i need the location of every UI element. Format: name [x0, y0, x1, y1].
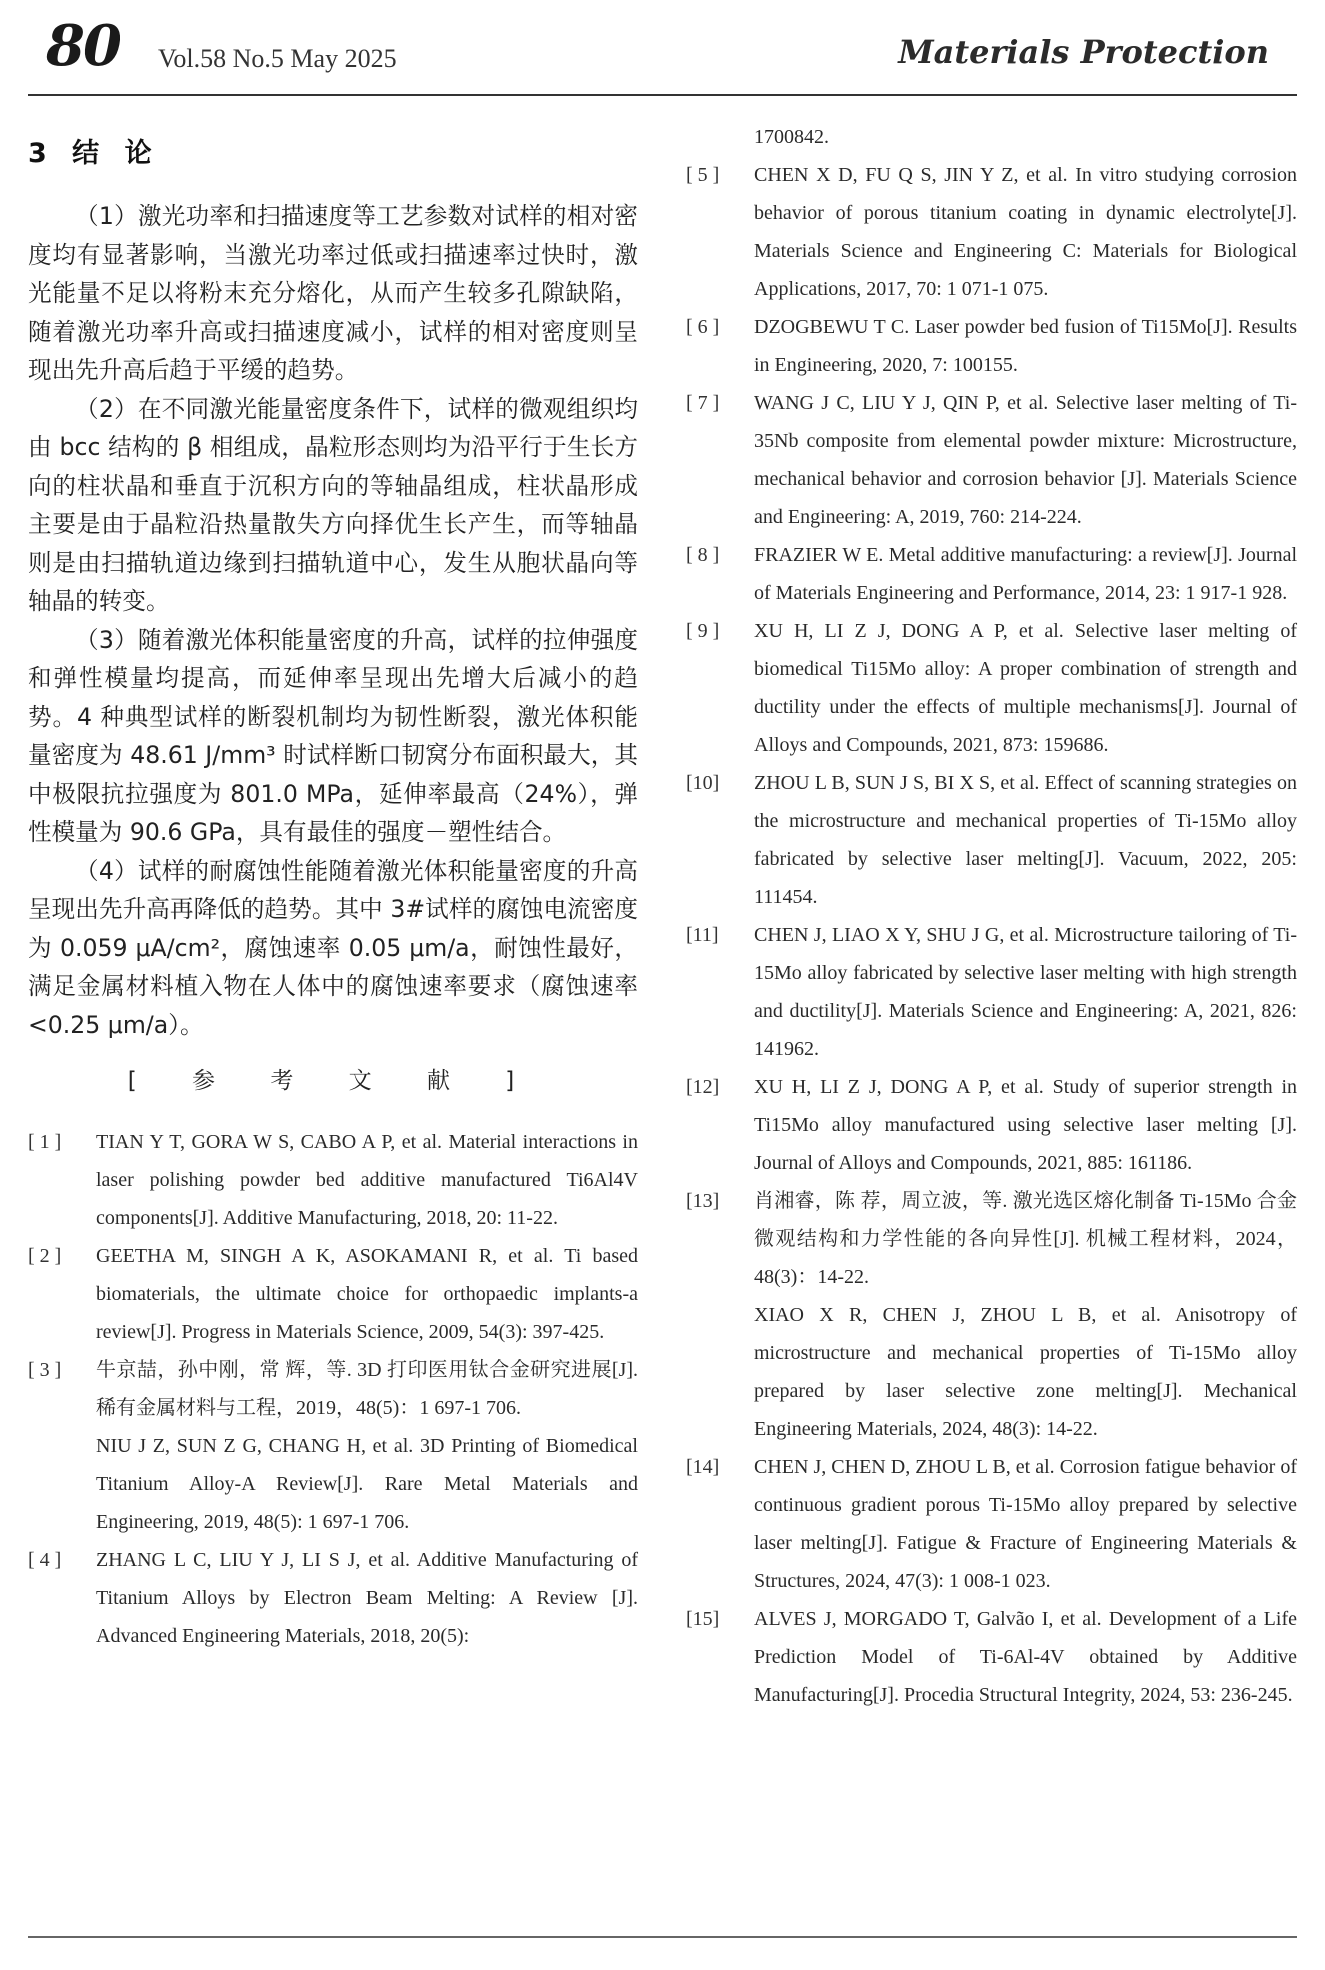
reference-text: WANG J C, LIU Y J, QIN P, et al. Selective laser melting of Ti-35Nb composite from elemental powder mixture: Microstructure, mechanical behavior and corrosion behavior [J]. Materials Science and Engineering: A, 2019, 760: 214-224. — [754, 392, 1297, 528]
reference-item — [28, 1123, 638, 1237]
reference-number: [ 6 ] — [686, 316, 720, 338]
reference-item — [686, 1182, 1297, 1448]
reference-text: CHEN J, LIAO X Y, SHU J G, et al. Microstructure tailoring of Ti-15Mo alloy fabricated by selective laser melting with high strength and ductility[J]. Materials Science and Engineering: A, 2021, 826: 141962. — [754, 924, 1297, 1060]
reference-text: ALVES J, MORGADO T, Galvão I, et al. Development of a Life Prediction Model of Ti-6Al-4V obtained by Additive Manufacturing[J]. Procedia Structural Integrity, 2024, 53: 236-245. — [754, 1608, 1297, 1706]
reference-translation: NIU J Z, SUN Z G, CHANG H, et al. 3D Printing of Biomedical Titanium Alloy-A Review[J]. Rare Metal Materials and Engineering, 2019, 48(5): 1 697-1 706. — [96, 1435, 638, 1533]
reference-number: [12] — [686, 1076, 720, 1098]
reference-text: XU H, LI Z J, DONG A P, et al. Study of superior strength in Ti15Mo alloy manufactured using selective laser melting [J]. Journal of Alloys and Compounds, 2021, 885: 161186. — [754, 1076, 1297, 1174]
reference-item — [28, 1351, 638, 1541]
reference-number: [ 3 ] — [28, 1359, 62, 1381]
reference-number: [10] — [686, 772, 720, 794]
reference-item — [686, 308, 1297, 384]
conclusion-paragraph: （4）试样的耐腐蚀性能随着激光体积能量密度的升高呈现出先升高再降低的趋势。其中 3#试样的腐蚀电流密度为 0.059 μA/cm²，腐蚀速率 0.05 μm/a，耐蚀性最好，满足金属材料植入物在人体中的腐蚀速率要求（腐蚀速率<0.25 μm/a）。 — [28, 856, 638, 1039]
reference-item — [686, 536, 1297, 612]
reference-number: [ 8 ] — [686, 544, 720, 566]
reference-number: [15] — [686, 1608, 720, 1630]
reference-item — [686, 764, 1297, 916]
reference-number: [ 5 ] — [686, 164, 720, 186]
reference-item — [28, 1541, 638, 1655]
reference-item — [686, 916, 1297, 1068]
reference-number: [14] — [686, 1456, 720, 1478]
header-rule — [28, 94, 1297, 96]
page-number: 80 — [46, 13, 120, 79]
reference-item — [686, 1068, 1297, 1182]
reference-text: FRAZIER W E. Metal additive manufacturing: a review[J]. Journal of Materials Engineering and Performance, 2014, 23: 1 917-1 928. — [754, 544, 1297, 604]
issue-info: Vol.58 No.5 May 2025 — [158, 44, 397, 73]
references-heading: [ 参 考 文 献 ] — [127, 1068, 539, 1094]
right-column — [686, 118, 1297, 1714]
reference-text: GEETHA M, SINGH A K, ASOKAMANI R, et al. Ti based biomaterials, the ultimate choice for orthopaedic implants-a review[J]. Progress in Materials Science, 2009, 54(3): 397-425. — [96, 1245, 638, 1343]
journal-title: Materials Protection — [898, 33, 1269, 71]
reference-item — [28, 1237, 638, 1351]
reference-text: 1700842. — [754, 126, 829, 148]
page-header — [0, 0, 1325, 110]
reference-number: [13] — [686, 1190, 720, 1212]
reference-number: [11] — [686, 924, 719, 946]
reference-number: [ 2 ] — [28, 1245, 62, 1267]
conclusion-paragraph: （1）激光功率和扫描速度等工艺参数对试样的相对密度均有显著影响，当激光功率过低或扫描速率过快时，激光能量不足以将粉末充分熔化，从而产生较多孔隙缺陷，随着激光功率升高或扫描速度减小，试样的相对密度则呈现出先升高后趋于平缓的趋势。 — [28, 202, 638, 384]
reference-text: ZHANG L C, LIU Y J, LI S J, et al. Additive Manufacturing of Titanium Alloys by Electron Beam Melting: A Review [J]. Advanced Engineering Materials, 2018, 20(5): — [96, 1549, 638, 1647]
section-title: 3 结 论 — [28, 138, 160, 169]
reference-text: DZOGBEWU T C. Laser powder bed fusion of Ti15Mo[J]. Results in Engineering, 2020, 7: 100155. — [754, 316, 1297, 376]
reference-text: ZHOU L B, SUN J S, BI X S, et al. Effect of scanning strategies on the microstructure and mechanical properties of Ti-15Mo alloy fabricated by selective laser melting[J]. Vacuum, 2022, 205: 111454. — [754, 772, 1297, 908]
reference-text: CHEN X D, FU Q S, JIN Y Z, et al. In vitro studying corrosion behavior of porous titanium coating in dynamic electrolyte[J]. Materials Science and Engineering C: Materials for Biological Applications, 2017, 70: 1 071-1 075. — [754, 164, 1297, 300]
reference-item — [686, 1600, 1297, 1714]
reference-number: [ 4 ] — [28, 1549, 62, 1571]
reference-text: CHEN J, CHEN D, ZHOU L B, et al. Corrosion fatigue behavior of continuous gradient porous Ti-15Mo alloy prepared by selective laser melting[J]. Fatigue & Fracture of Engineering Materials & Structures, 2024, 47(3): 1 008-1 023. — [754, 1456, 1297, 1592]
reference-number: [ 1 ] — [28, 1131, 62, 1153]
reference-continuation — [686, 118, 1297, 156]
reference-text: 牛京喆，孙中刚，常 辉，等. 3D 打印医用钛合金研究进展[J]. 稀有金属材料与工程，2019，48(5)：1 697-1 706. — [96, 1359, 638, 1419]
reference-text: 肖湘睿，陈 荐，周立波，等. 激光选区熔化制备 Ti-15Mo 合金微观结构和力学性能的各向异性[J]. 机械工程材料，2024，48(3)：14-22. — [754, 1190, 1297, 1288]
reference-number: [ 7 ] — [686, 392, 720, 414]
footer-rule — [28, 1936, 1297, 1938]
reference-item — [686, 1448, 1297, 1600]
conclusion-paragraph: （3）随着激光体积能量密度的升高，试样的拉伸强度和弹性模量均提高，而延伸率呈现出先增大后减小的趋势。4 种典型试样的断裂机制均为韧性断裂，激光体积能量密度为 48.61 J/mm³ 时试样断口韧窝分布面积最大，其中极限抗拉强度为 801.0 MPa，延伸率最高（24%），弹性模量为 90.6 GPa，具有最佳的强度－塑性结合。 — [28, 625, 638, 846]
left-column — [28, 140, 638, 1655]
reference-translation: XIAO X R, CHEN J, ZHOU L B, et al. Anisotropy of microstructure and mechanical properties of Ti-15Mo alloy prepared by laser selective zone melting[J]. Mechanical Engineering Materials, 2024, 48(3): 14-22. — [754, 1304, 1297, 1440]
conclusion-paragraph: （2）在不同激光能量密度条件下，试样的微观组织均由 bcc 结构的 β 相组成，晶粒形态则均为沿平行于生长方向的柱状晶和垂直于沉积方向的等轴晶组成，柱状晶形成主要是由于晶粒沿热量散失方向择优生长产生，而等轴晶则是由扫描轨道边缘到扫描轨道中心，发生从胞状晶向等轴晶的转变。 — [28, 394, 638, 615]
reference-item — [686, 612, 1297, 764]
reference-item — [686, 156, 1297, 308]
reference-item — [686, 384, 1297, 536]
reference-text: TIAN Y T, GORA W S, CABO A P, et al. Material interactions in laser polishing powder bed additive manufactured Ti6Al4V components[J]. Additive Manufacturing, 2018, 20: 11-22. — [96, 1131, 638, 1229]
reference-number: [ 9 ] — [686, 620, 720, 642]
reference-text: XU H, LI Z J, DONG A P, et al. Selective laser melting of biomedical Ti15Mo alloy: A proper combination of strength and ductility under the effects of multiple mechanisms[J]. Journal of Alloys and Compounds, 2021, 873: 159686. — [754, 620, 1297, 756]
